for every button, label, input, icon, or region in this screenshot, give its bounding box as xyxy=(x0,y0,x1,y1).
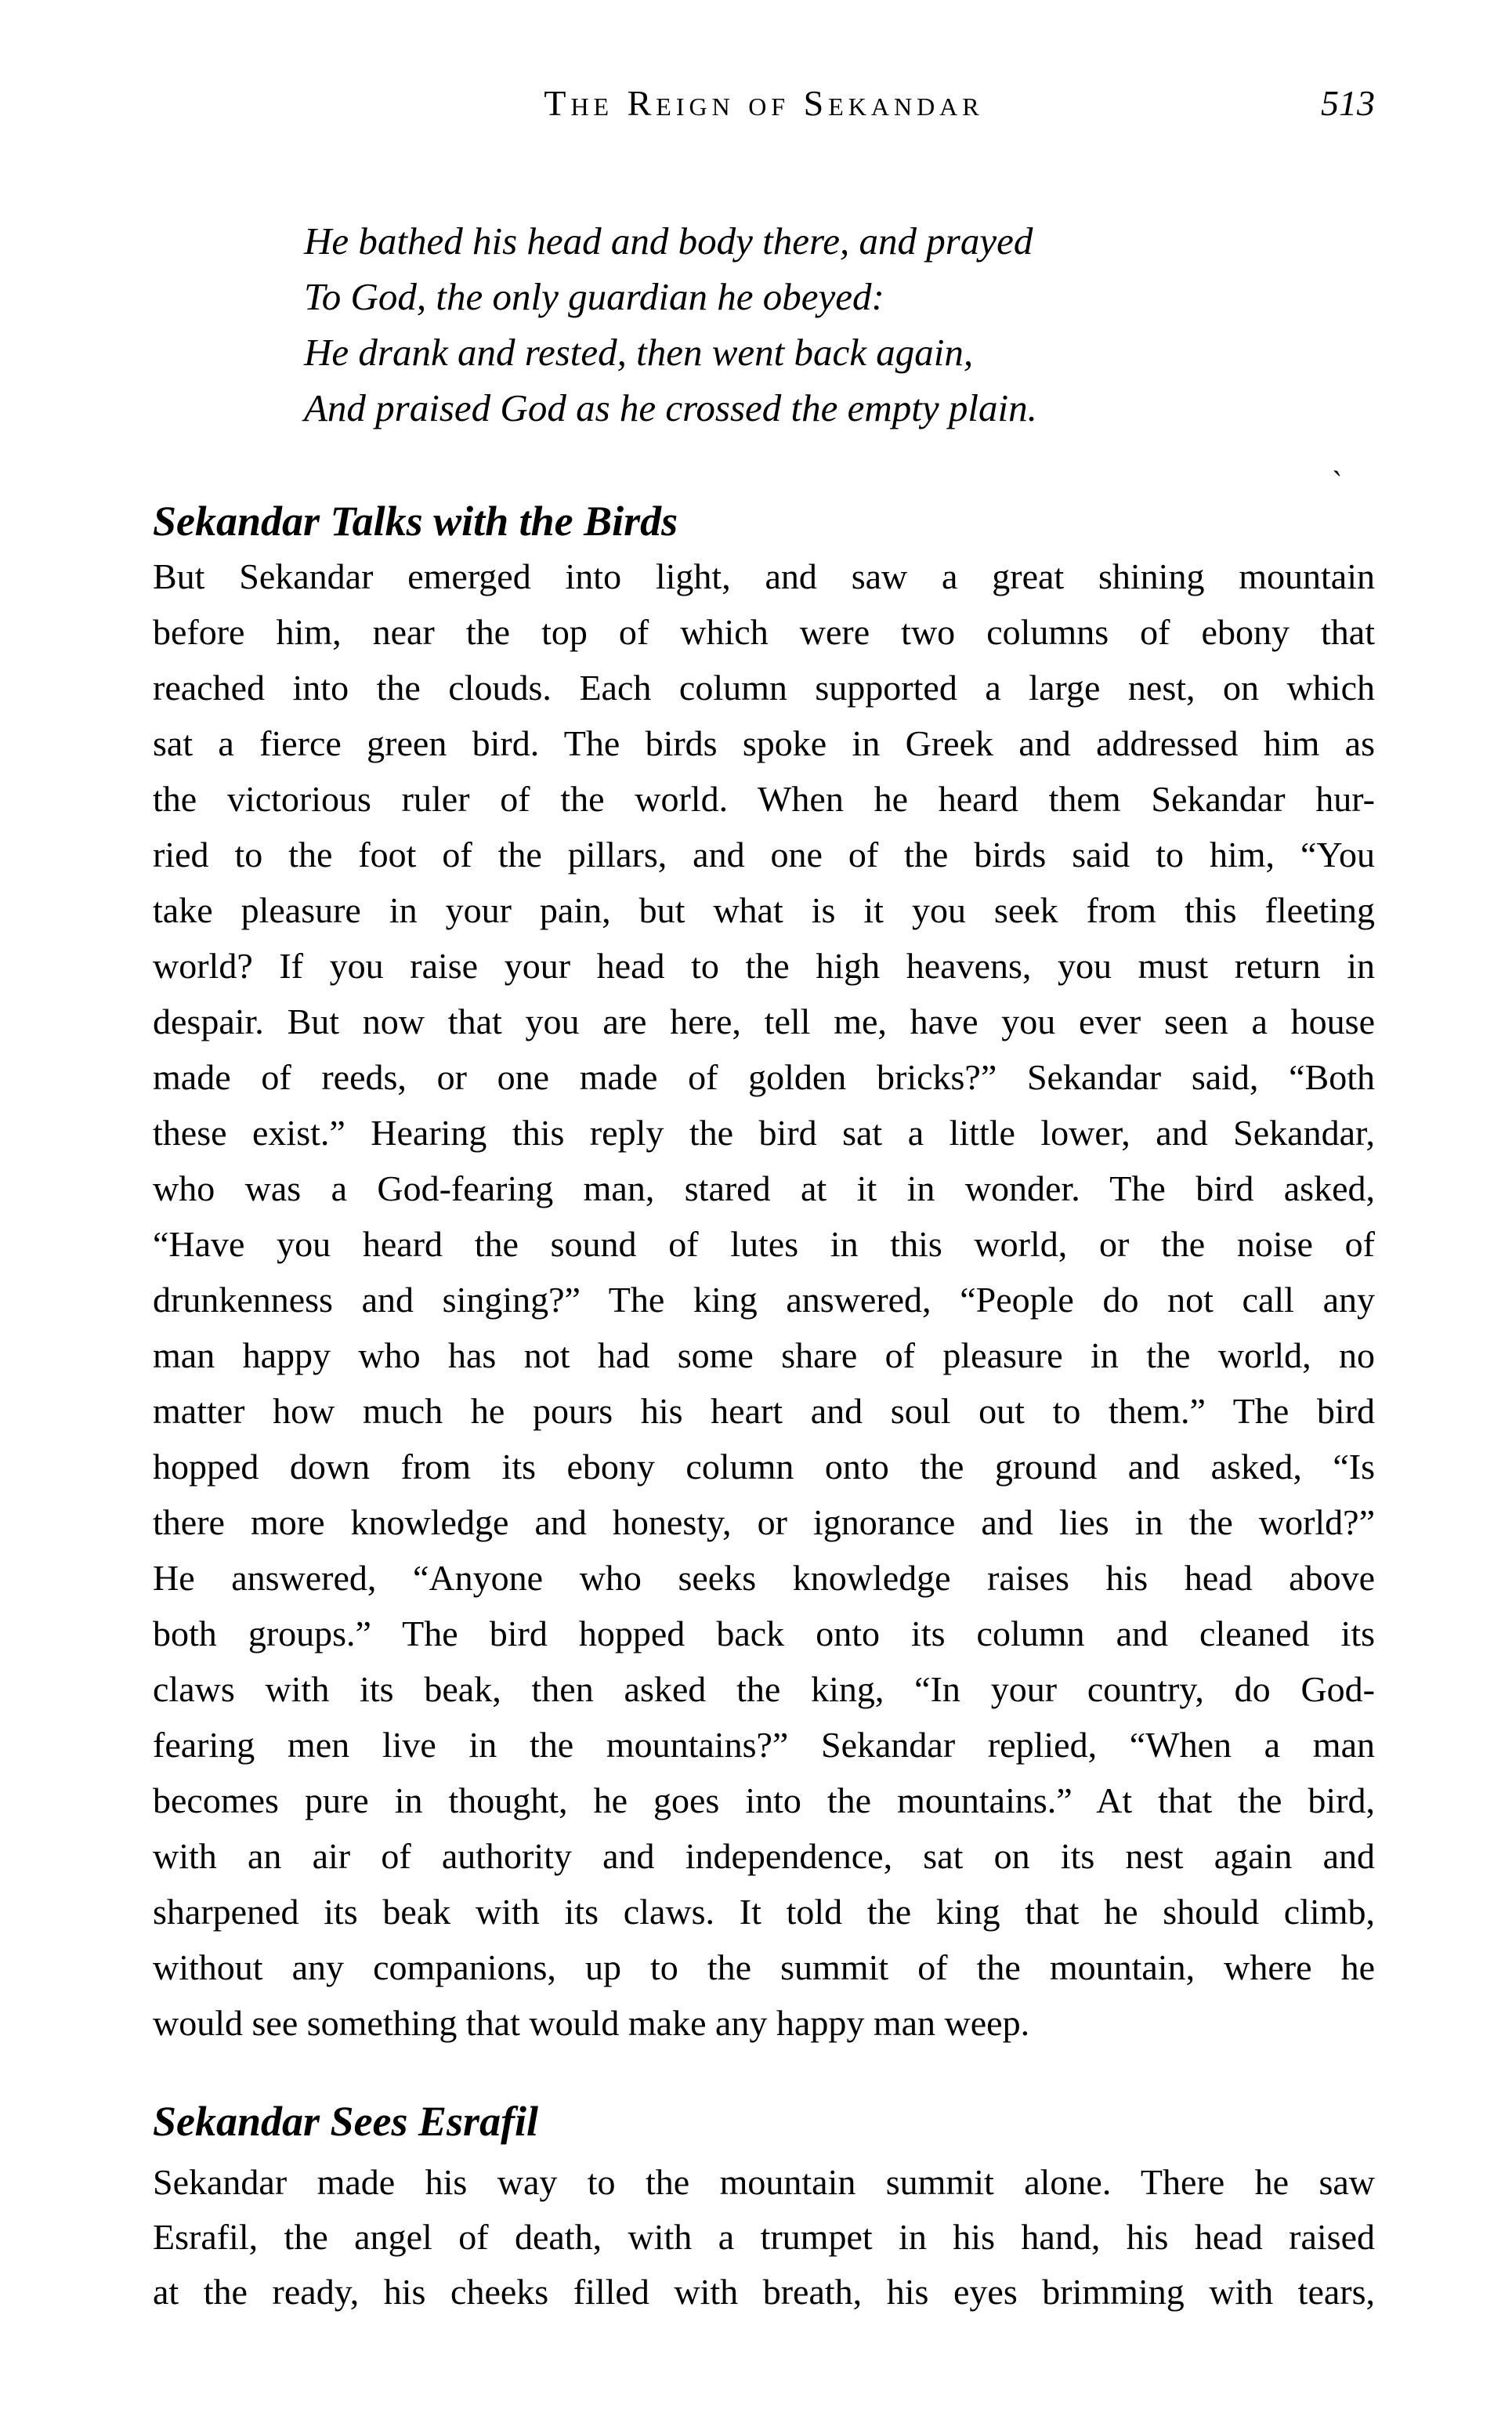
paragraph-line: both groups.” The bird hopped back onto its column and cleaned its xyxy=(153,1614,1375,1653)
paragraph-line: before him, near the top of which were two columns of ebony that xyxy=(153,612,1375,652)
paragraph-line: becomes pure in thought, he goes into the mountains.” At that the bird, xyxy=(153,1780,1375,1820)
paragraph-line: reached into the clouds. Each column supported a large nest, on which xyxy=(153,668,1375,708)
scan-speck-artifact: ˋ xyxy=(1327,465,1344,502)
paragraph-line: hopped down from its ebony column onto the ground and asked, “Is xyxy=(153,1447,1375,1487)
verse-line: To God, the only guardian he obeyed: xyxy=(304,275,884,318)
paragraph-line: matter how much he pours his heart and soul out to them.” The bird xyxy=(153,1391,1375,1431)
paragraph-line: “Have you heard the sound of lutes in this world, or the noise of xyxy=(153,1224,1375,1264)
paragraph-esrafil-lines xyxy=(153,2155,1375,2320)
page-number: 513 xyxy=(1321,83,1375,123)
paragraph-line: take pleasure in your pain, but what is it you seek from this fleeting xyxy=(153,890,1375,930)
section-heading-sekandar-talks-with-the-birds: Sekandar Talks with the Birds xyxy=(153,498,678,545)
paragraph-birds xyxy=(153,549,1375,2051)
paragraph-line: world? If you raise your head to the high heavens, you must return in xyxy=(153,946,1375,986)
paragraph-line: claws with its beak, then asked the king, “In your country, do God- xyxy=(153,1669,1375,1709)
running-header xyxy=(153,81,1375,125)
paragraph-line: He answered, “Anyone who seeks knowledge raises his head above xyxy=(153,1558,1375,1598)
paragraph-line: sharpened its beak with its claws. It told the king that he should climb, xyxy=(153,1892,1375,1932)
paragraph-line: with an air of authority and independence, sat on its nest again and xyxy=(153,1836,1375,1876)
paragraph-line: at the ready, his cheeks filled with breath, his eyes brimming with tears, xyxy=(153,2272,1375,2312)
paragraph-esrafil xyxy=(153,2155,1375,2320)
paragraph-line: But Sekandar emerged into light, and saw a great shining mountain xyxy=(153,556,1375,596)
paragraph-line: without any companions, up to the summit of the mountain, where he xyxy=(153,1947,1375,1987)
verse-line: He drank and rested, then went back again, xyxy=(304,331,974,374)
paragraph-birds-lines xyxy=(153,549,1375,1995)
paragraph-line: fearing men live in the mountains?” Sekandar replied, “When a man xyxy=(153,1725,1375,1765)
paragraph-line: the victorious ruler of the world. When he heard them Sekandar hur- xyxy=(153,779,1375,819)
paragraph-line: who was a God-fearing man, stared at it in wonder. The bird asked, xyxy=(153,1168,1375,1208)
paragraph-line: ried to the foot of the pillars, and one of the birds said to him, “You xyxy=(153,835,1375,875)
paragraph-line: Sekandar made his way to the mountain summit alone. There he saw xyxy=(153,2162,1375,2202)
verse-line: He bathed his head and body there, and prayed xyxy=(304,219,1033,263)
paragraph-line: sat a fierce green bird. The birds spoke in Greek and addressed him as xyxy=(153,723,1375,763)
paragraph-line: these exist.” Hearing this reply the bird sat a little lower, and Sekandar, xyxy=(153,1113,1375,1153)
paragraph-line: despair. But now that you are here, tell me, have you ever seen a house xyxy=(153,1001,1375,1041)
paragraph-last-line: would see something that would make any happy man weep. xyxy=(153,2003,1030,2043)
paragraph-line: man happy who has not had some share of pleasure in the world, no xyxy=(153,1335,1375,1375)
paragraph-line: made of reeds, or one made of golden bricks?” Sekandar said, “Both xyxy=(153,1057,1375,1097)
verse-quatrain xyxy=(304,213,1166,436)
chapter-title: The Reign of Sekandar xyxy=(544,83,984,123)
paragraph-line: drunkenness and singing?” The king answered, “People do not call any xyxy=(153,1280,1375,1320)
section-heading-sekandar-sees-esrafil: Sekandar Sees Esrafil xyxy=(153,2098,539,2145)
paragraph-line: Esrafil, the angel of death, with a trumpet in his hand, his head raised xyxy=(153,2217,1375,2257)
verse-line: And praised God as he crossed the empty plain. xyxy=(304,386,1037,429)
paragraph-line: there more knowledge and honesty, or ignorance and lies in the world?” xyxy=(153,1502,1375,1542)
